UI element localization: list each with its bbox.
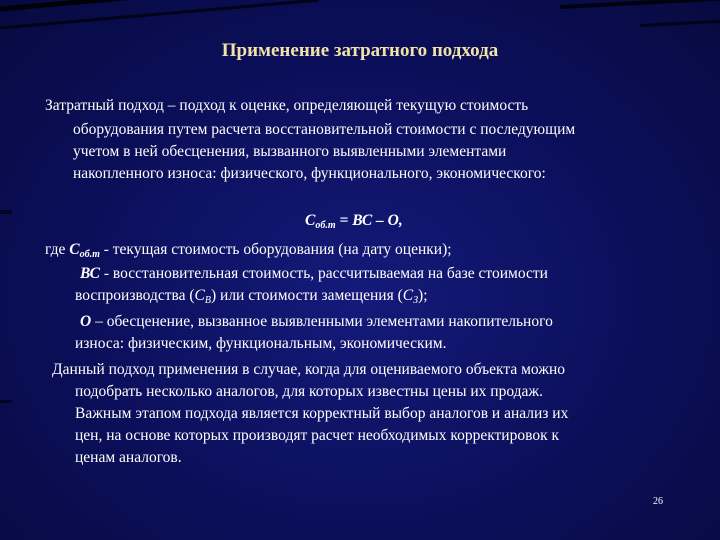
cz-symbol: С [402,287,414,304]
formula-lhs-subscript: об.т [315,220,336,231]
definition-restoration-cost [80,264,548,284]
bc-text: - восстановительная стоимость, рассчитываемая на базе стоимости [99,265,548,282]
slide-title: Применение затратного подхода [221,40,499,61]
intro-line: учетом в ней обесценения, вызванного выявленными элементами [73,143,507,160]
page-number: 26 [653,496,663,507]
cv-subscript: В [204,295,211,306]
bc-line2-start: воспроизводства ( [75,287,195,304]
bc-end: ); [418,287,428,304]
cv-symbol: С [194,287,205,304]
definition-current-cost [45,240,452,265]
formula-lhs: С [305,212,316,229]
where-symbol: С [69,241,80,258]
intro-line: оборудования путем расчета восстановительной стоимости с последующим [73,121,576,138]
analog-line: ценам аналогов. [75,449,182,466]
o-symbol: О [80,313,92,330]
cost-formula [305,212,403,231]
bc-symbol: ВС [80,265,100,282]
intro-line: Затратный подход – подход к оценке, определяющей текущую стоимость [45,97,529,114]
analog-line: Важным этапом подхода является корректный выбор аналогов и анализ их [75,405,569,422]
bc-mid: ) или стоимости замещения ( [210,287,403,304]
definition-depreciation-line2: износа: физическим, функциональным, экономическим. [75,335,447,352]
formula-rhs: = ВС – О, [335,212,403,229]
definition-restoration-cost-line2 [75,286,428,311]
analog-line: подобрать несколько аналогов, для которых известны цены их продаж. [75,383,543,400]
where-prefix: где [45,241,70,258]
analog-line: цен, на основе которых производят расчет необходимых корректировок к [75,427,560,444]
where-symbol-subscript: об.т [79,249,100,260]
where-text: - текущая стоимость оборудования (на дату оценки); [99,241,452,258]
cz-subscript: З [413,295,419,306]
analog-line: Данный подход применения в случае, когда для оцениваемого объекта можно [52,361,565,378]
o-text: – обесценение, вызванное выявленными элементами накопительного [91,313,553,330]
definition-depreciation [80,312,553,332]
intro-line: накопленного износа: физического, функционального, экономического: [73,165,546,182]
